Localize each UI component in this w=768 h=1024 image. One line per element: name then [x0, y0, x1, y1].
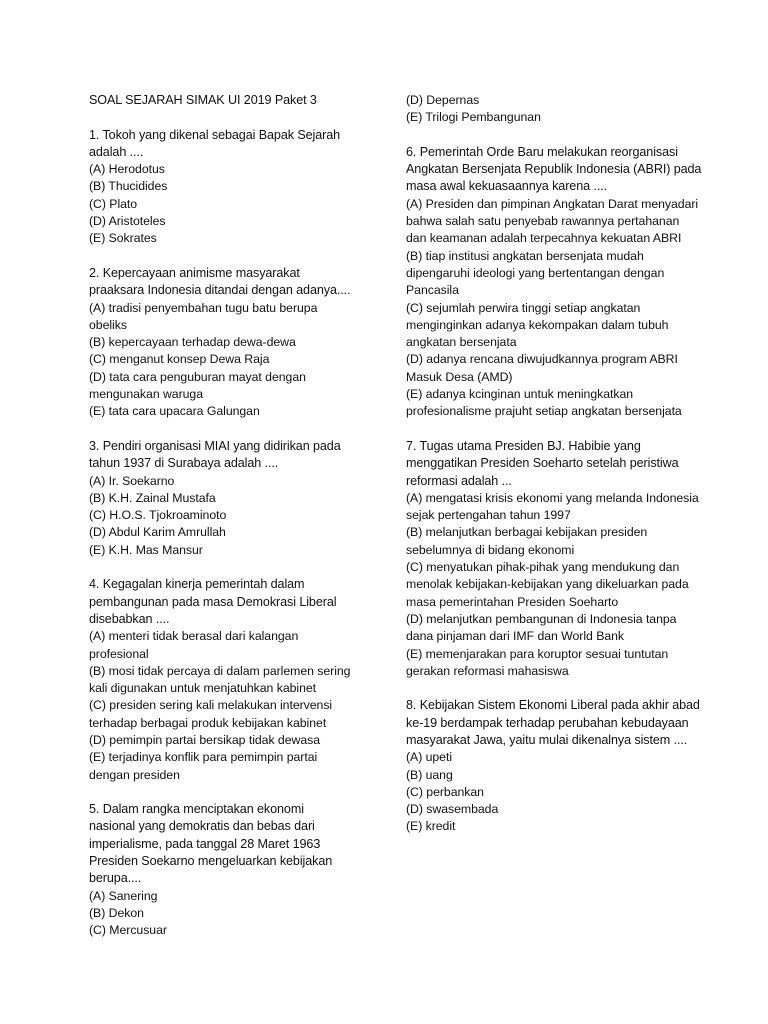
option-3D: (D) Abdul Karim Amrullah [89, 525, 226, 540]
option-8E: (E) kredit [406, 819, 456, 834]
question-5-text: 5. Dalam rangka menciptakan ekonomi nasional yang demokratis dan bebas dari imperialisme, pada tanggal 28 Maret 1963 Presiden Soekarno mengeluarkan kebijakan berupa.... [89, 802, 333, 886]
option-3B: (B) K.H. Zainal Mustafa [89, 490, 216, 505]
option-7A: (A) mengatasi krisis ekonomi yang melanda Indonesia sejak pertengahan tahun 1997 [406, 490, 699, 523]
question-5-continuation [406, 92, 702, 127]
option-4E: (E) terjadinya konflik para pemimpin partai dengan presiden [89, 750, 318, 782]
option-4D: (D) pemimpin partai bersikap tidak dewasa [89, 732, 321, 747]
option-5D: (D) Depernas [406, 93, 480, 107]
option-1D: (D) Aristoteles [89, 214, 166, 229]
left-column [89, 92, 351, 940]
option-6D: (D) adanya rencana diwujudkannya program ABRI Masuk Desa (AMD) [406, 352, 678, 384]
document-title: SOAL SEJARAH SIMAK UI 2019 Paket 3 [89, 93, 317, 107]
option-1B: (B) Thucidides [89, 179, 168, 194]
question-4-text: 4. Kegagalan kinerja pemerintah dalam pembangunan pada masa Demokrasi Liberal disebabkan .... [89, 577, 337, 626]
option-8C: (C) perbankan [406, 784, 484, 799]
question-8-text: 8. Kebijakan Sistem Ekonomi Liberal pada akhir abad ke-19 berdampak terhadap perubahan kebudayaan masyarakat Jawa, yaitu mulai dikenalnya sistem .... [406, 698, 700, 747]
question-3 [89, 438, 351, 559]
option-8A: (A) upeti [406, 750, 453, 765]
question-4 [89, 576, 351, 784]
option-3E: (E) K.H. Mas Mansur [89, 542, 203, 557]
option-1A: (A) Herodotus [89, 162, 165, 177]
option-6A: (A) Presiden dan pimpinan Angkatan Darat menyadari bahwa salah satu penyebab rawannya pertahanan dan keamanan adalah terpecahnya kekuatan ABRI [406, 196, 699, 246]
option-4B: (B) mosi tidak percaya di dalam parlemen sering kali digunakan untuk menjatuhkan kabinet [89, 663, 351, 696]
option-8B: (B) uang [406, 767, 453, 782]
option-6C: (C) sejumlah perwira tinggi setiap angkatan menginginkan adanya kekompakan dalam tubuh angkatan bersenjata [406, 300, 669, 350]
option-5E: (E) Trilogi Pembangunan [406, 110, 541, 125]
option-2C: (C) menganut konsep Dewa Raja [89, 352, 270, 367]
left-question-list [89, 127, 351, 940]
question-7-text: 7. Tugas utama Presiden BJ. Habibie yang menggatikan Presiden Soeharto setelah peristiwa reformasi adalah ... [406, 438, 679, 488]
option-1C: (C) Plato [89, 196, 138, 211]
question-2-text: 2. Kepercayaan animisme masyarakat praaksara Indonesia ditandai dengan adanya.... [89, 265, 351, 298]
option-5C: (C) Mercusuar [89, 923, 167, 938]
option-6B: (B) tiap institusi angkatan bersenjata mudah dipengaruhi ideologi yang bertentangan dengan Pancasila [406, 248, 665, 298]
option-2A: (A) tradisi penyembahan tugu batu berupa obeliks [89, 300, 318, 332]
option-6E: (E) adanya kcinginan untuk meningkatkan profesionalisme prajuht setiap angkatan bersenjata [406, 387, 682, 419]
option-5A: (A) Sanering [89, 888, 158, 903]
question-6 [406, 144, 702, 421]
question-3-text: 3. Pendiri organisasi MIAI yang didirikan pada tahun 1937 di Surabaya adalah .... [89, 438, 341, 471]
option-2D: (D) tata cara penguburan mayat dengan mengunakan waruga [89, 369, 306, 402]
question-8 [406, 697, 702, 835]
option-7D: (D) melanjutkan pembangunan di Indonesia tanpa dana pinjaman dari IMF dan World Bank [406, 611, 677, 644]
option-4A: (A) menteri tidak berasal dari kalangan profesional [89, 629, 299, 661]
question-7 [406, 438, 702, 680]
option-8D: (D) swasembada [406, 802, 499, 817]
right-column [406, 92, 702, 836]
option-7E: (E) memenjarakan para koruptor sesuai tuntutan gerakan reformasi mahasiswa [406, 646, 669, 678]
option-7B: (B) melanjutkan berbagai kebijakan presiden sebelumnya di bidang ekonomi [406, 525, 648, 557]
option-2B: (B) kepercayaan terhadap dewa-dewa [89, 335, 296, 350]
question-1 [89, 127, 351, 248]
question-5 [89, 801, 351, 939]
question-1-text: 1. Tokoh yang dikenal sebagai Bapak Sejarah adalah .... [89, 127, 341, 159]
question-2 [89, 265, 351, 421]
right-question-list [406, 144, 702, 836]
option-1E: (E) Sokrates [89, 231, 157, 246]
question-6-text: 6. Pemerintah Orde Baru melakukan reorganisasi Angkatan Bersenjata Republik Indonesia (ABRI) pada masa awal kekuasaannya karena .... [406, 144, 702, 194]
option-4C: (C) presiden sering kali melakukan intervensi terhadap berbagai produk kebijakan kabinet [89, 698, 333, 730]
option-7C: (C) menyatukan pihak-pihak yang mendukung dan menolak kebijakan-kebijakan yang dikeluarkan pada masa pemerintahan Presiden Soeharto [406, 560, 689, 609]
option-3A: (A) Ir. Soekarno [89, 473, 175, 488]
option-2E: (E) tata cara upacara Galungan [89, 404, 260, 419]
option-3C: (C) H.O.S. Tjokroaminoto [89, 508, 227, 523]
option-5B: (B) Dekon [89, 905, 144, 920]
